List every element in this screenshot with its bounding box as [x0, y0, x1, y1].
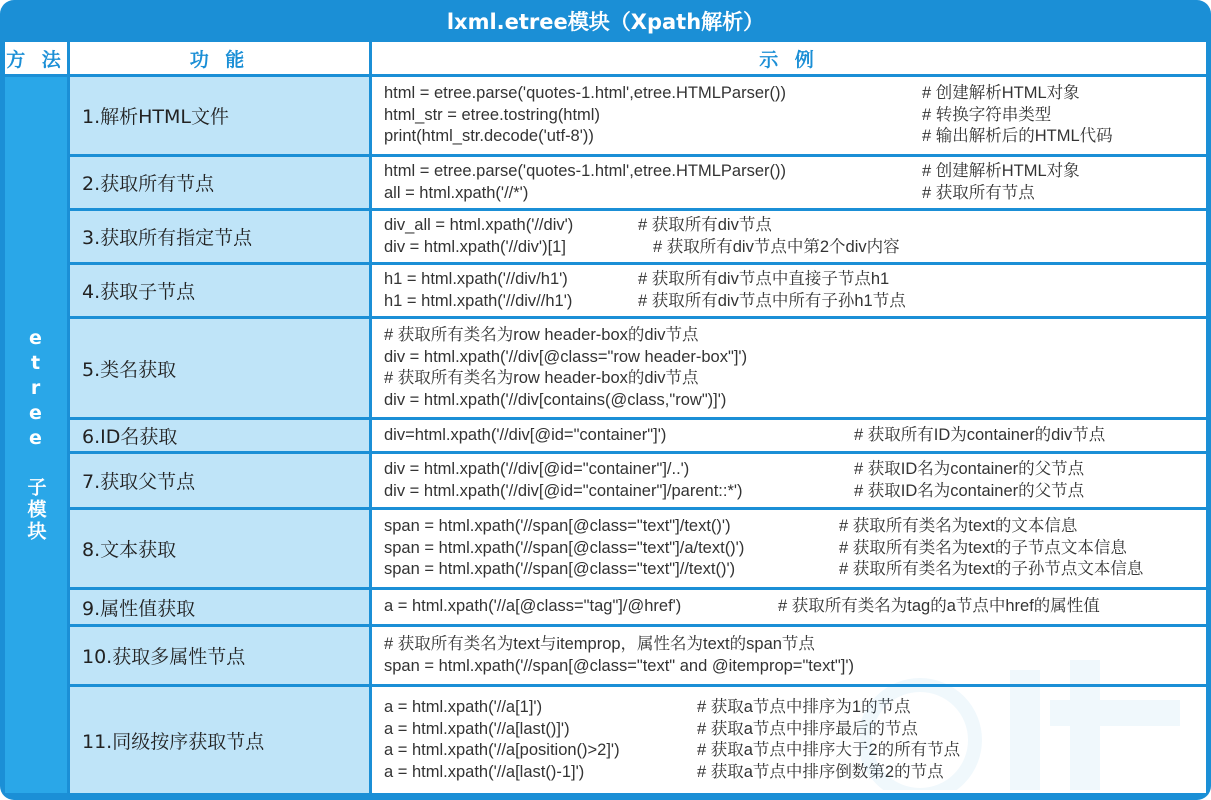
- example-cell: [372, 454, 1206, 507]
- code-text: html = etree.parse('quotes-1.html',etree.HTMLParser()): [384, 84, 786, 103]
- code-comment: # 创建解析HTML对象: [922, 162, 1080, 180]
- example-cell: [372, 319, 1206, 417]
- code-line: [384, 459, 1206, 481]
- code-line: [384, 559, 1206, 581]
- page-title: lxml.etree模块（Xpath解析）: [446, 10, 765, 34]
- code-comment: # 创建解析HTML对象: [922, 84, 1080, 103]
- function-cell: 1.解析HTML文件: [70, 77, 369, 154]
- example-cell: [372, 211, 1206, 262]
- code-line: [384, 516, 1206, 538]
- code-text: html_str = etree.tostring(html): [384, 105, 600, 124]
- code-text: span = html.xpath('//span[@class="text"]/text()'): [384, 517, 731, 536]
- example-cell: [372, 77, 1206, 154]
- code-line: [384, 83, 1206, 105]
- code-line: [384, 347, 1206, 369]
- code-text: print(html_str.decode('utf-8')): [384, 127, 594, 146]
- code-comment: # 获取所有类名为tag的a节点中href的属性值: [778, 597, 1100, 616]
- code-comment: # 输出解析后的HTML代码: [922, 127, 1113, 146]
- code-comment: # 获取a节点中排序大于2的所有节点: [697, 741, 961, 759]
- code-line: [384, 237, 1206, 259]
- code-line: [384, 368, 1206, 390]
- example-cell: [372, 420, 1206, 451]
- example-cell: [372, 157, 1206, 208]
- code-line: [384, 161, 1206, 183]
- code-line: [384, 425, 1206, 447]
- code-line: [384, 481, 1206, 503]
- code-comment: # 获取ID名为container的父节点: [854, 460, 1085, 478]
- code-text: div = html.xpath('//div[contains(@class,"row")]'): [384, 390, 727, 409]
- code-text: span = html.xpath('//span[@class="text" and @itemprop="text"]'): [384, 656, 854, 675]
- code-text: a = html.xpath('//a[position()>2]'): [384, 741, 620, 759]
- code-line: [384, 291, 1206, 313]
- code-comment: # 获取所有div节点中所有子孙h1节点: [638, 291, 906, 310]
- code-text: h1 = html.xpath('//div//h1'): [384, 291, 573, 310]
- example-cell: [372, 265, 1206, 316]
- function-cell: 8.文本获取: [70, 510, 369, 587]
- code-text: a = html.xpath('//a[@class="tag"]/@href'): [384, 597, 682, 616]
- code-line: [384, 697, 1206, 719]
- code-line: [384, 269, 1206, 291]
- code-comment: # 获取所有类名为text的子节点文本信息: [839, 538, 1127, 557]
- table-row: [70, 211, 1206, 262]
- code-text: html = etree.parse('quotes-1.html',etree.HTMLParser()): [384, 162, 786, 180]
- code-text: div_all = html.xpath('//div'): [384, 216, 574, 234]
- code-text: div = html.xpath('//div[@class="row header-box"]'): [384, 347, 748, 366]
- table-row: [70, 420, 1206, 451]
- header-example: 示 例: [372, 42, 1206, 74]
- example-cell: [372, 627, 1206, 684]
- code-comment: # 获取ID名为container的父节点: [854, 481, 1085, 500]
- code-text: span = html.xpath('//span[@class="text"]//text()'): [384, 560, 736, 579]
- code-text: span = html.xpath('//span[@class="text"]/a/text()'): [384, 538, 745, 557]
- table-row: [70, 454, 1206, 507]
- code-comment: # 获取a节点中排序倒数第2的节点: [697, 762, 944, 781]
- table-row: [70, 510, 1206, 587]
- code-comment: # 获取所有ID为container的div节点: [854, 425, 1106, 444]
- function-cell: 3.获取所有指定节点: [70, 211, 369, 262]
- code-line: [384, 183, 1206, 205]
- code-text: all = html.xpath('//*'): [384, 183, 529, 202]
- code-text: # 获取所有类名为text与itemprop，属性名为text的span节点: [384, 635, 815, 653]
- code-line: [384, 762, 1206, 784]
- header-function: 功 能: [70, 42, 369, 74]
- code-line: [384, 126, 1206, 148]
- code-comment: # 转换字符串类型: [922, 105, 1052, 124]
- example-cell: [372, 687, 1206, 793]
- code-line: [384, 325, 1206, 347]
- code-line: [384, 740, 1206, 762]
- function-cell: 10.获取多属性节点: [70, 627, 369, 684]
- header-method: 方 法: [5, 42, 67, 74]
- code-line: [384, 105, 1206, 127]
- table-row: [70, 627, 1206, 684]
- code-line: [384, 596, 1206, 618]
- code-comment: # 获取所有div节点中直接子节点h1: [638, 270, 890, 288]
- table-row: [70, 157, 1206, 208]
- code-comment: # 获取a节点中排序为1的节点: [697, 698, 911, 716]
- method-label: etree 子模块: [24, 327, 47, 543]
- example-cell: [372, 510, 1206, 587]
- function-cell: 11.同级按序获取节点: [70, 687, 369, 793]
- table-row: [70, 77, 1206, 154]
- function-cell: 5.类名获取: [70, 319, 369, 417]
- table-row: [70, 687, 1206, 793]
- code-text: h1 = html.xpath('//div/h1'): [384, 270, 568, 288]
- code-text: div = html.xpath('//div[@id="container"]/parent::*'): [384, 481, 743, 500]
- code-line: [384, 719, 1206, 741]
- function-cell: 2.获取所有节点: [70, 157, 369, 208]
- method-cell: [5, 77, 67, 793]
- code-line: [384, 634, 1206, 656]
- code-text: a = html.xpath('//a[last()-1]'): [384, 762, 585, 781]
- function-cell: 7.获取父节点: [70, 454, 369, 507]
- function-cell: 4.获取子节点: [70, 265, 369, 316]
- code-line: [384, 538, 1206, 560]
- code-line: [384, 215, 1206, 237]
- code-text: a = html.xpath('//a[last()]'): [384, 719, 570, 738]
- code-text: # 获取所有类名为row header-box的div节点: [384, 369, 699, 387]
- function-cell: 9.属性值获取: [70, 590, 369, 624]
- code-comment: # 获取所有div节点中第2个div内容: [653, 237, 900, 256]
- table-row: [70, 319, 1206, 417]
- function-cell: 6.ID名获取: [70, 420, 369, 451]
- code-text: div = html.xpath('//div[@id="container"]/..'): [384, 460, 690, 478]
- table-row: [70, 265, 1206, 316]
- code-line: [384, 390, 1206, 412]
- code-comment: # 获取所有div节点: [638, 216, 772, 234]
- code-line: [384, 656, 1206, 678]
- code-text: div = html.xpath('//div')[1]: [384, 237, 566, 256]
- code-text: div=html.xpath('//div[@id="container"]'): [384, 425, 667, 444]
- code-comment: # 获取所有类名为text的文本信息: [839, 517, 1078, 536]
- code-text: a = html.xpath('//a[1]'): [384, 698, 543, 716]
- code-comment: # 获取所有类名为text的子孙节点文本信息: [839, 560, 1144, 579]
- table-row: [70, 590, 1206, 624]
- example-cell: [372, 590, 1206, 624]
- code-comment: # 获取a节点中排序最后的节点: [697, 719, 918, 738]
- code-text: # 获取所有类名为row header-box的div节点: [384, 326, 699, 344]
- code-comment: # 获取所有节点: [922, 183, 1035, 202]
